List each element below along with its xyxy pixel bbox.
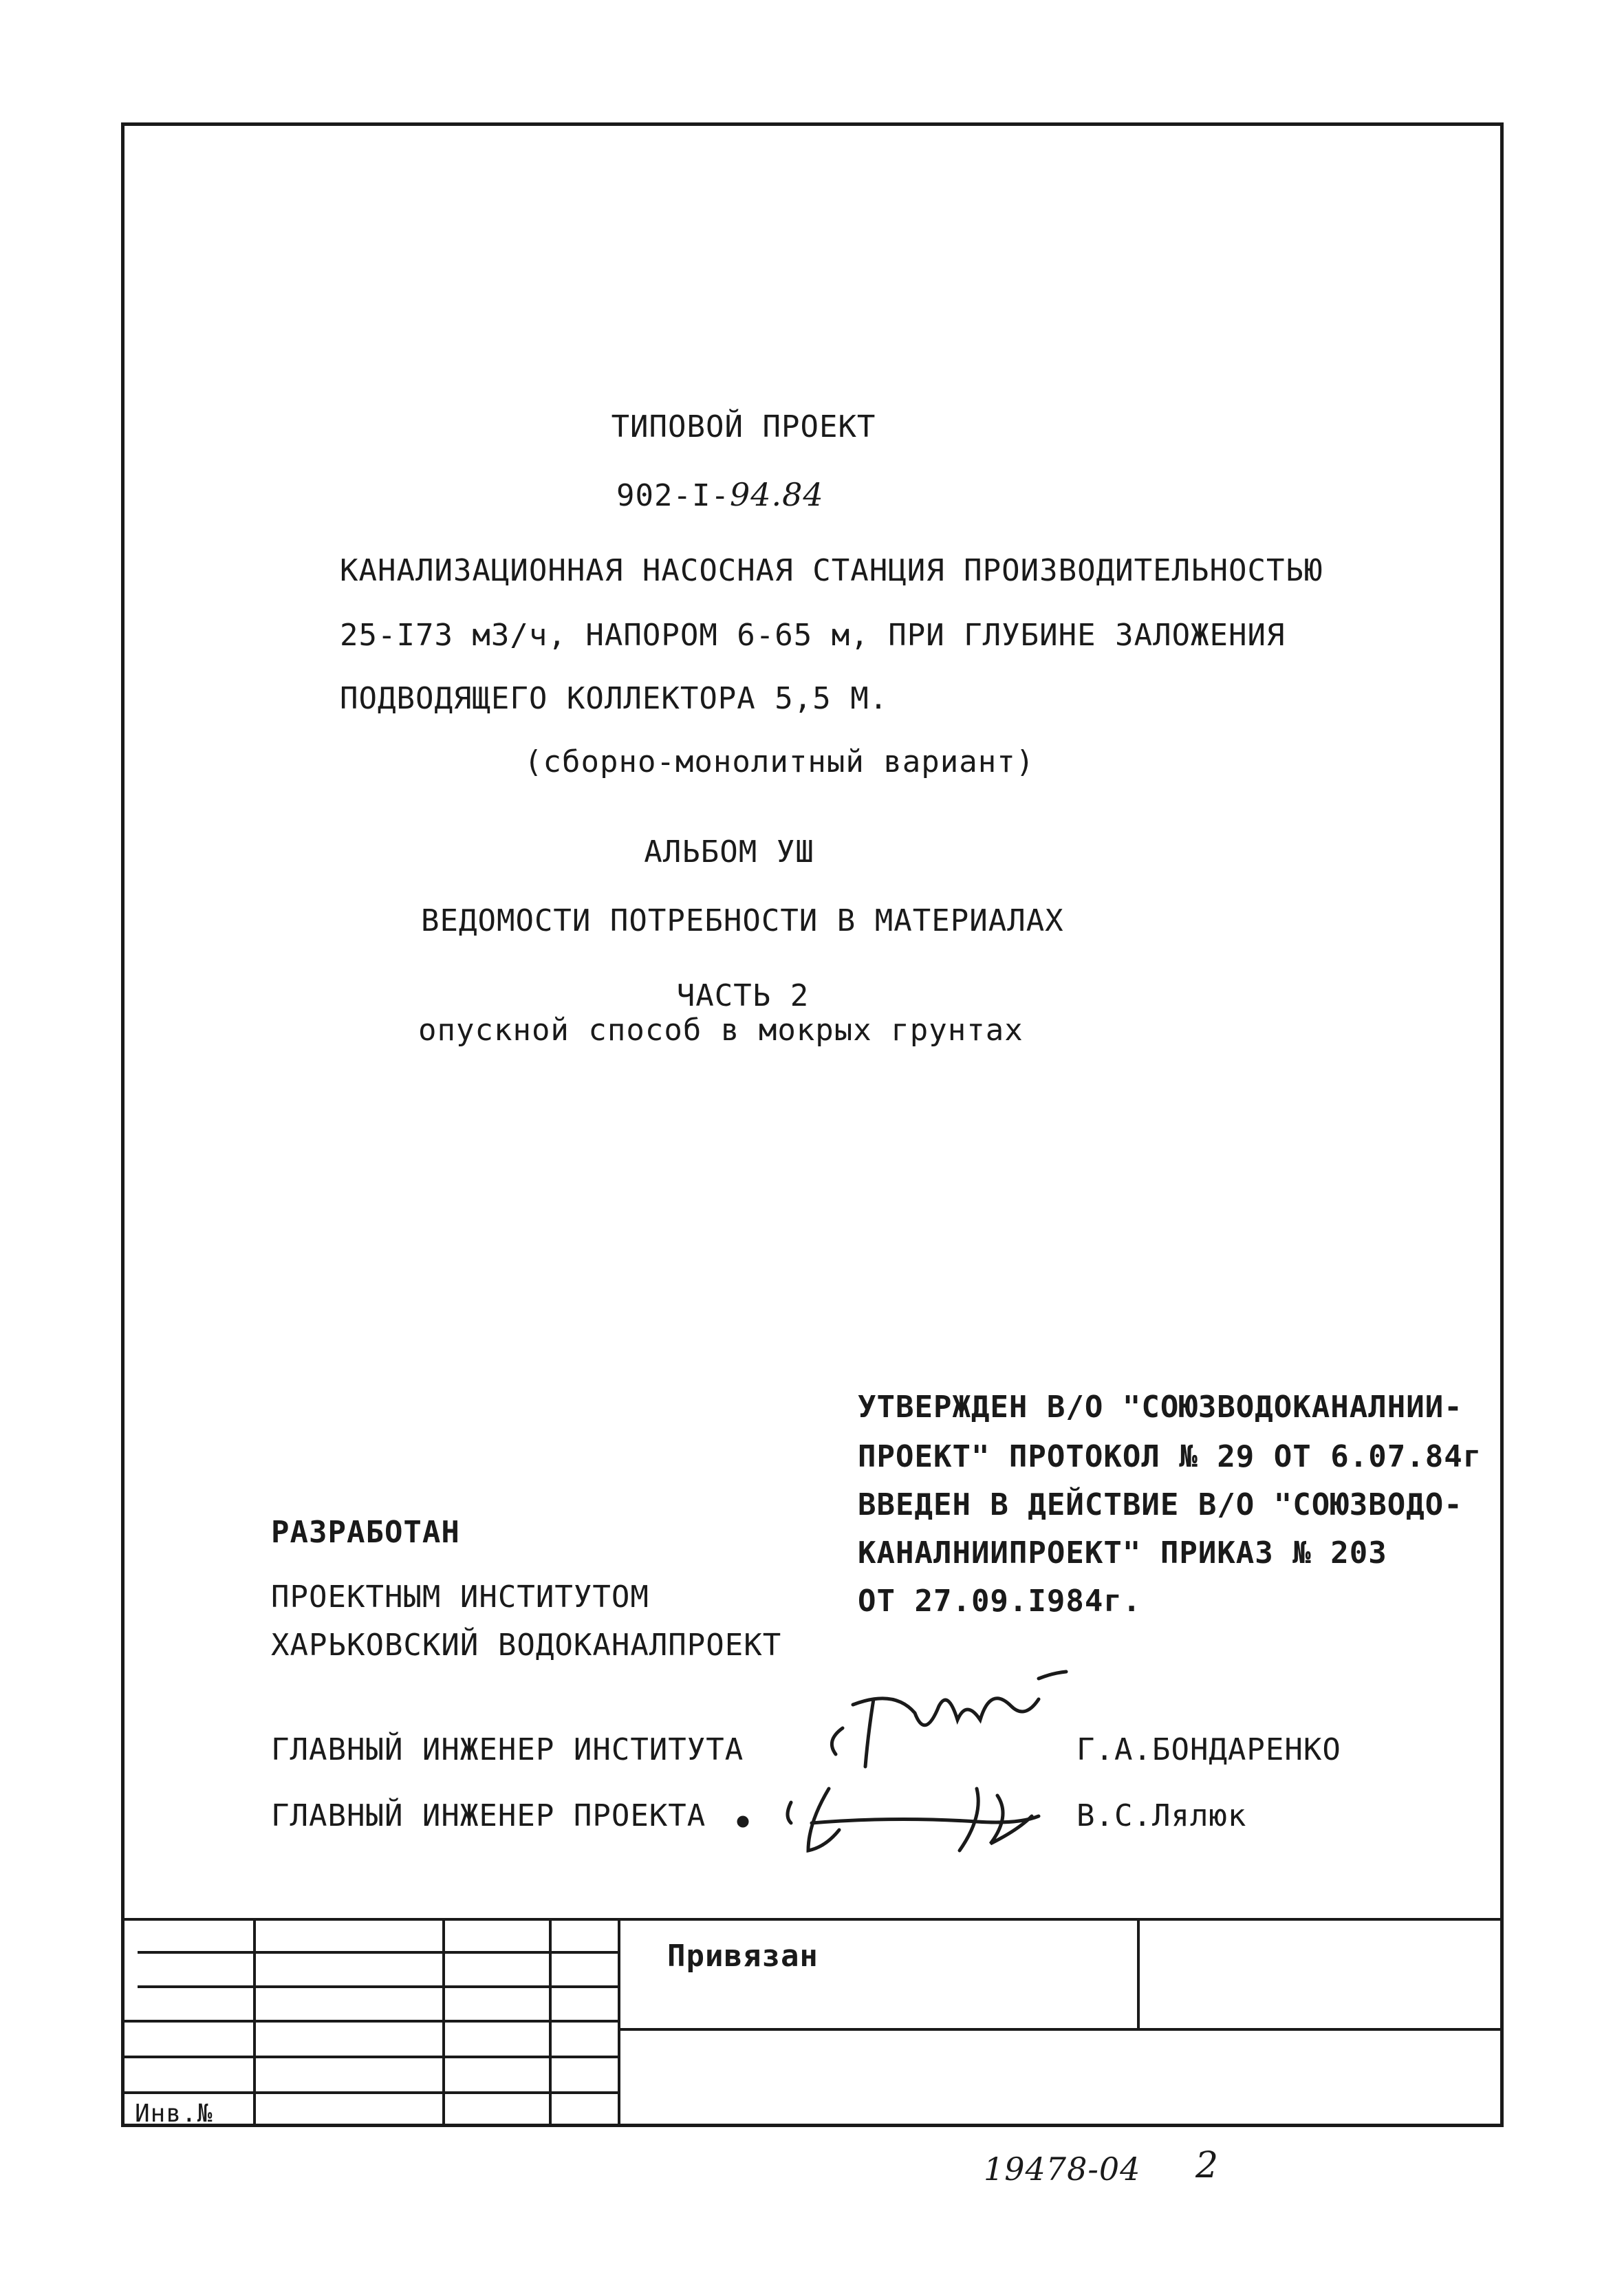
footer-doc-number: 19478-04 — [984, 2150, 1141, 2188]
developer-name: ХАРЬКОВСКИЙ ВОДОКАНАЛПРОЕКТ — [271, 1628, 782, 1663]
chief-engineer-project-label: ГЛАВНЫЙ ИНЖЕНЕР ПРОЕКТА — [271, 1798, 706, 1833]
developed-by-label: РАЗРАБОТАН — [271, 1515, 460, 1550]
project-number-prefix: 902-I- — [616, 478, 730, 513]
footer-page-number: 2 — [1195, 2145, 1220, 2186]
chief-engineer-project-name: В.С.Лялюк — [1076, 1798, 1247, 1833]
part-number: ЧАСТЬ 2 — [676, 978, 810, 1013]
part-description: опускной способ в мокрых грунтах — [418, 1013, 1024, 1048]
chief-engineer-institute-name: Г.А.БОНДАРЕНКО — [1076, 1732, 1341, 1767]
approval-line-5: ОТ 27.09.I984г. — [858, 1584, 1142, 1619]
description-line-1: КАНАЛИЗАЦИОННАЯ НАСОСНАЯ СТАНЦИЯ ПРОИЗВОДИТЕЛЬНОСТЬЮ — [340, 553, 1323, 588]
approval-line-1: УТВЕРЖДЕН В/О "СОЮЗВОДОКАНАЛНИИ- — [858, 1390, 1463, 1425]
project-type-heading: ТИПОВОЙ ПРОЕКТ — [611, 409, 876, 444]
inventory-number-label: Инв.№ — [135, 2100, 213, 2128]
album-title: АЛЬБОМ УШ — [644, 834, 814, 870]
album-subtitle: ВЕДОМОСТИ ПОТРЕБНОСТИ В МАТЕРИАЛАХ — [421, 903, 1064, 938]
approval-line-4: КАНАЛНИИПРОЕКТ" ПРИКАЗ № 203 — [858, 1535, 1387, 1571]
description-line-2: 25-I73 м3/ч, НАПОРОМ 6-65 м, ПРИ ГЛУБИНЕ ЗАЛОЖЕНИЯ — [340, 618, 1286, 653]
description-variant: (сборно-монолитный вариант) — [524, 744, 1035, 779]
description-line-3: ПОДВОДЯЩЕГО КОЛЛЕКТОРА 5,5 М. — [340, 681, 889, 716]
chief-engineer-institute-label: ГЛАВНЫЙ ИНЖЕНЕР ИНСТИТУТА — [271, 1732, 744, 1767]
project-number-handwritten: 94.84 — [729, 476, 824, 513]
approval-line-2: ПРОЕКТ" ПРОТОКОЛ № 29 ОТ 6.07.84г — [858, 1439, 1482, 1474]
developer-institute-line: ПРОЕКТНЫМ ИНСТИТУТОМ — [271, 1579, 649, 1615]
bound-to-label: Привязан — [667, 1939, 819, 1974]
approval-line-3: ВВЕДЕН В ДЕЙСТВИЕ В/О "СОЮЗВОДО- — [858, 1487, 1463, 1522]
